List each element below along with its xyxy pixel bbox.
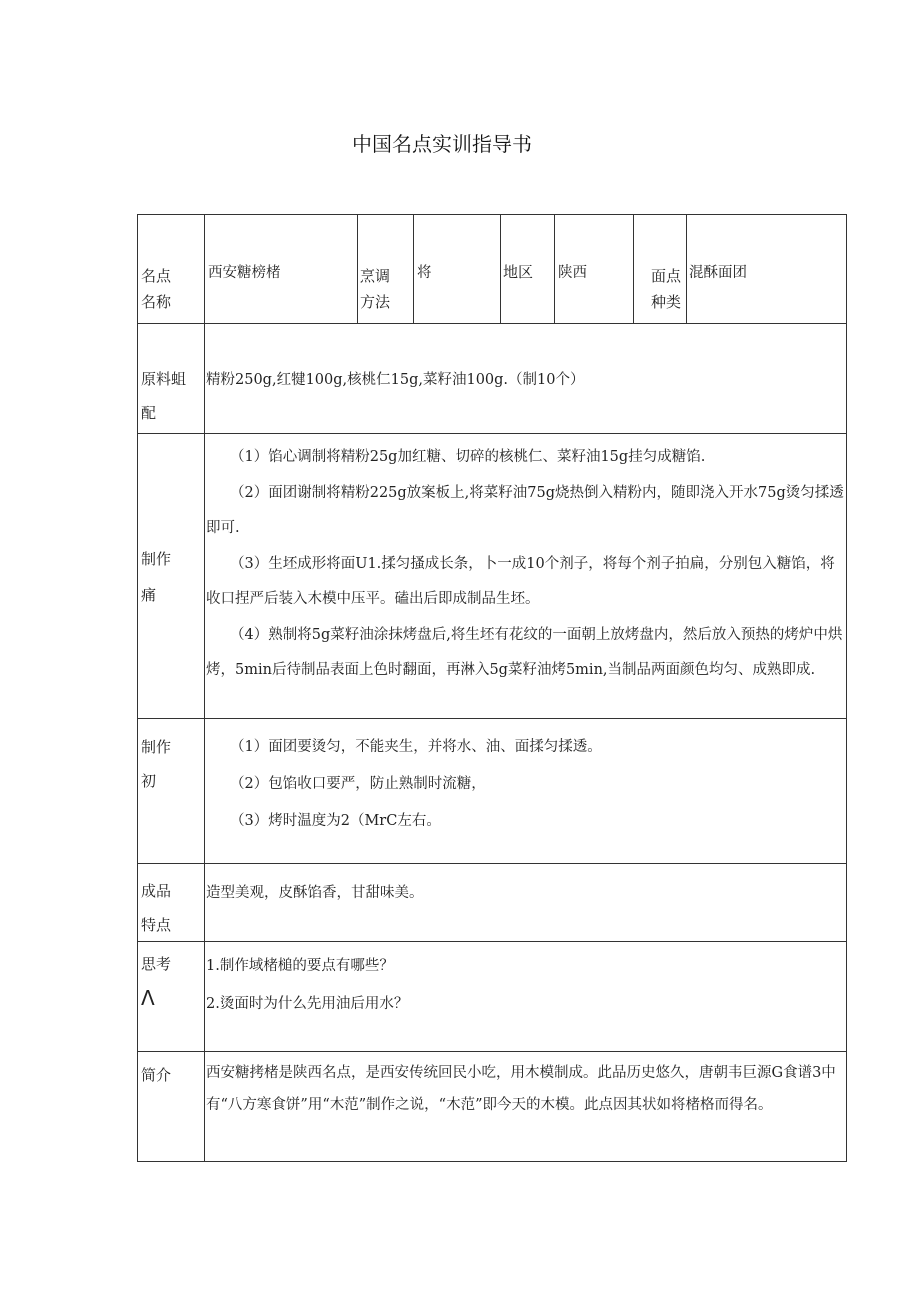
tip-2: （2）包馅收口要严，防止熟制时流糖， xyxy=(230,776,486,792)
header-row xyxy=(138,215,846,324)
features-row xyxy=(138,864,846,942)
tips-label: 制作 初 xyxy=(141,738,172,790)
ingredients-text: 精粉250g,红犍100g,核桃仁15g,菜籽油100g.（制10个） xyxy=(206,372,585,388)
tip-3: （3）烤时温度为2（MrC左右。 xyxy=(230,813,441,829)
questions-text xyxy=(206,947,844,1023)
process-row xyxy=(138,434,846,719)
tips-row xyxy=(138,719,846,864)
tip-1: （1）面团要烫匀，不能夹生，并将水、油、面揉匀揉透。 xyxy=(230,739,602,755)
cooking-method-label: 烹调 方法 xyxy=(360,267,391,311)
dish-name-label: 名点 名称 xyxy=(141,267,172,311)
questions-label: 思考 Λ xyxy=(141,955,172,1010)
features-text: 造型美观，皮酥馅香，甘甜味美。 xyxy=(206,885,424,901)
process-step-4: （4）熟制将5g菜籽油涂抹烤盘后,将生坯有花纹的一面朝上放烤盘内，然后放入预热的烤炉中烘烤，5min后待制品表面上色时翻面，再淋入5g菜籽油烤5min,当制品两面颜色均匀、成熟即成. xyxy=(206,626,843,678)
cooking-method-value: 将 xyxy=(417,265,432,281)
question-1: 1.制作域楮槌的要点有哪些？ xyxy=(206,958,394,974)
dough-type-value: 混酥面团 xyxy=(689,265,747,281)
tips-text xyxy=(206,729,844,840)
document-title: 中国名点实训指导书 xyxy=(352,132,532,156)
dish-name-value: 西安糖榜楮 xyxy=(208,265,281,281)
recipe-table xyxy=(137,214,847,1162)
region-label: 地区 xyxy=(503,263,534,281)
region-value: 陕西 xyxy=(558,265,587,281)
process-step-2: （2）面团谢制将精粉225g放案板上,将菜籽油75g烧热倒入精粉内，随即浇入开水75g烫匀揉透即可. xyxy=(206,484,844,536)
process-text xyxy=(206,440,844,689)
process-step-3: （3）生坯成形将面U1.揉匀搔成长条，卜一成10个剂子，将每个剂子拍扁，分别包入糖馅，将收口捏严后装入木模中压平。磕出后即成制品生坯。 xyxy=(206,555,835,607)
question-2: 2.烫面时为什么先用油后用水？ xyxy=(206,996,409,1012)
intro-row xyxy=(138,1052,846,1161)
intro-text: 西安糖拷楮是陕西名点，是西安传统回民小吃，用木模制成。此品历史悠久，唐朝韦巨源G食谱3中有“八方寒食饼”用“木范”制作之说，“木范”即今天的木模。此点因其状如将楮格而得名。 xyxy=(206,1065,836,1113)
ingredients-row xyxy=(138,324,846,434)
intro-label: 简介 xyxy=(141,1066,172,1084)
features-label: 成品 特点 xyxy=(141,882,172,934)
dough-type-label: 面点 种类 xyxy=(651,267,682,311)
process-label: 制作 痛 xyxy=(141,550,172,604)
ingredients-label: 原料蛆 配 xyxy=(141,370,187,422)
process-step-1: （1）馅心调制将精粉25g加红糖、切碎的核桃仁、菜籽油15g挂匀成糖馅. xyxy=(230,449,706,465)
questions-row xyxy=(138,942,846,1052)
